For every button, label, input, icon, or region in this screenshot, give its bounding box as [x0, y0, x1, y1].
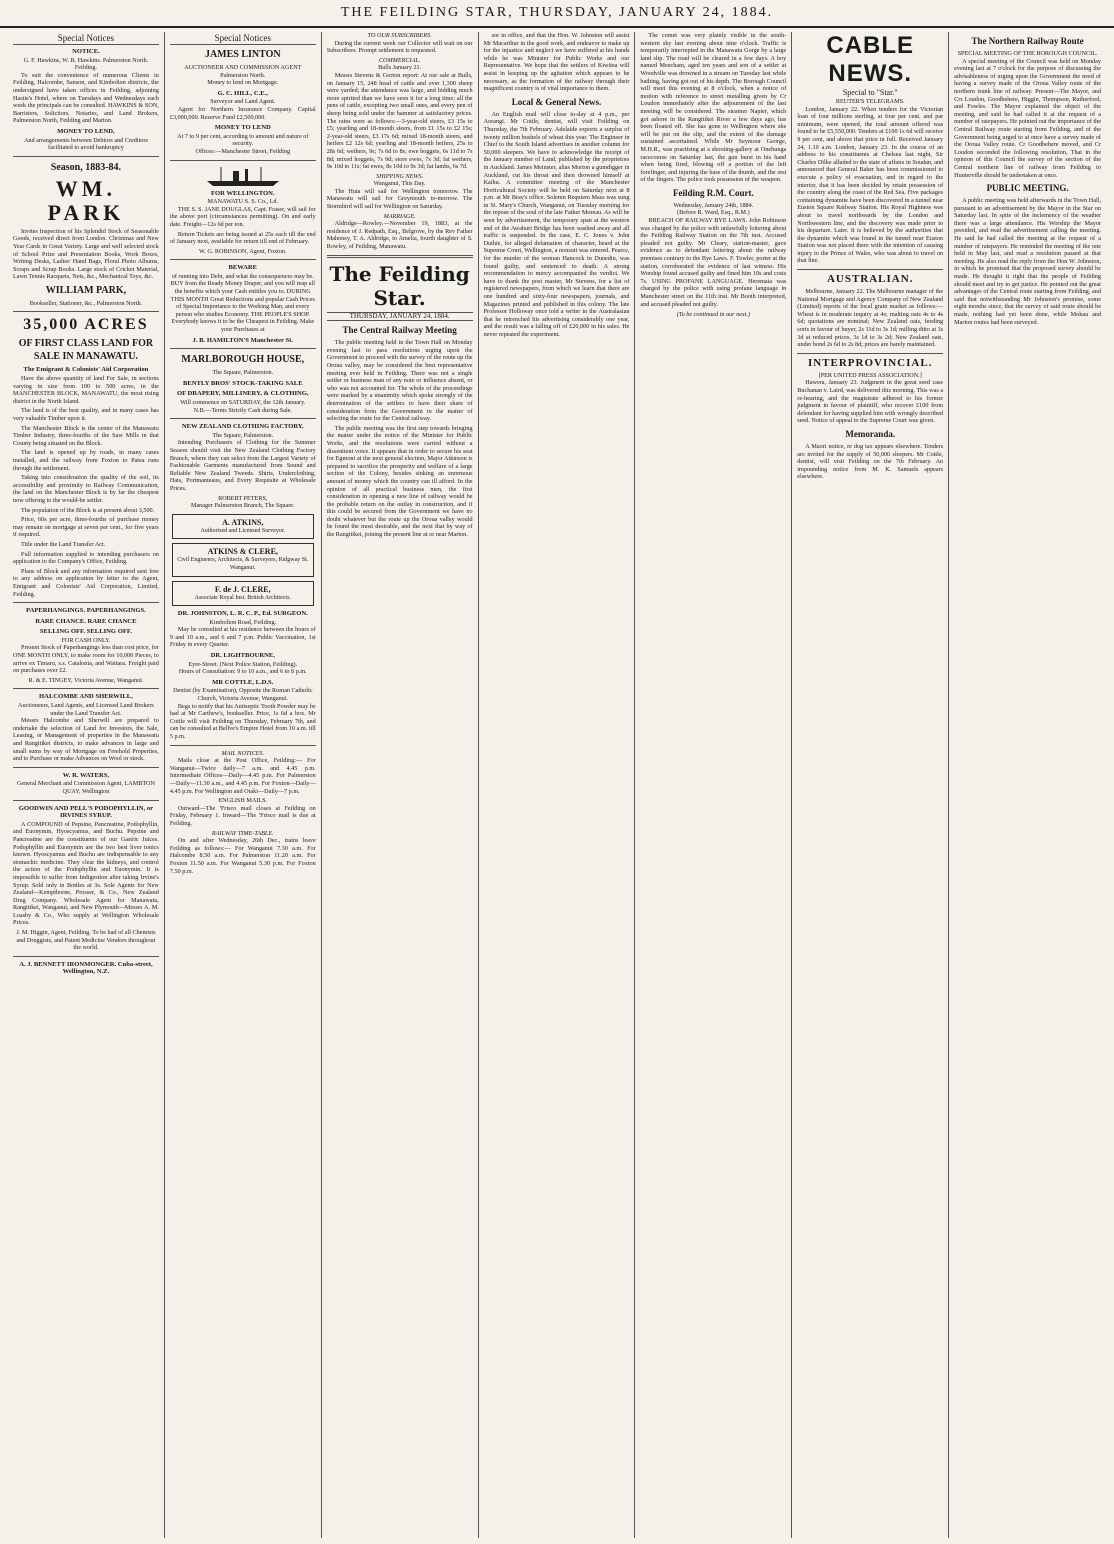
linton-sub: AUCTIONEER AND COMMISSION AGENT	[184, 64, 302, 71]
reuter: REUTER'S TELEGRAMS.	[835, 98, 905, 105]
col2-header: Special Notices	[170, 32, 316, 45]
rail-head: RAILWAY TIME-TABLE.	[211, 829, 274, 837]
emigrant-p3: The Manchester Block is the centre of the Manawatu Timber Industry, three-fourths of the Saw Mills in that County being situated on the Block.	[13, 424, 159, 447]
money2-body: At 7 to 9 per cent, according to amount and nature of security.	[177, 132, 309, 148]
atkins-title: Authorised and Licensed Surveyor.	[200, 527, 286, 534]
notice-head: NOTICE.	[72, 48, 100, 55]
selling-off: SELLING OFF. SELLING OFF.	[39, 628, 132, 636]
cable-sub: Special to "Star."	[842, 88, 898, 97]
fclere-name: F. de J. CLERE,	[214, 584, 271, 594]
column-4	[479, 32, 636, 1538]
peters: ROBERT PETERS,	[218, 494, 268, 502]
linton-body: Money to lend on Mortgage.	[207, 79, 279, 87]
jane-douglas: THE S. S. JANE DOUGLAS, Capt. Fraser, will sail for the above port (circumstances permitting). On and early date. Freight—12s 6d per ton.	[169, 205, 316, 228]
cottle-sub: Dentist (by Examination), Opposite the Roman Catholic Church, Victoria Avenue, Wanganui.	[173, 687, 313, 703]
cottle-body: Begs to notify that his Antiseptic Tooth Powder may be had at Mr Carthew's, bookseller. Price, 1s 6d a box. Mr Cottle will visit Feilding on Thursday, February 7th, and can be consulted at Bellve's Empire Hotel from 10 a.m. till 5 p.m.	[169, 702, 316, 740]
halcombe-sub: Auctioneers, Land Agents, and Licensed Land Brokers under the Land Transfer Act.	[18, 702, 154, 717]
money-body: And arrangements between Debtors and Creditors facilitated to avoid bankruptcy	[23, 136, 148, 152]
column-5	[635, 32, 792, 1538]
bently-body: Will commence on SATURDAY, the 12th January.	[180, 399, 306, 406]
clere-sub: Civil Engineers, Architects, & Surveyors, Ridgway St. Wanganui.	[177, 557, 309, 571]
northern-head: The Northern Railway Route	[971, 36, 1084, 46]
marlborough: MARLBOROUGH HOUSE,	[181, 354, 305, 366]
col1-header: Special Notices	[13, 32, 159, 45]
paper-body: Present Stock of Paperhangings less than cost price, for ONE MONTH ONLY, to make room for 10,000 Pieces, to arrive ex Timaru, s.s. Catalonia, and Waitara. Freight paid on purchases over £2.	[13, 644, 159, 675]
park-body: Invites Inspection of his Splendid Stock of Seasonable Goods, received direct from London. Christmas and New Year Cards in Great Variety. Large and well selected stock of School Prize and Presentation Books, Work Boxes, Writing Desks, Ladies' Hand Bags, Floral Photo Albums, Scraps and Scrap Books. Large stock of Cricket Material, Lawn Tennis Racquets, Nets, &c., Mechanical Toys, &c.	[13, 227, 159, 281]
divider	[13, 688, 159, 689]
ship-body: The Huia will sail for Wellington tomorrow. The Manawatu will sail for Greymouth to-morrow. The Stormbird will sail for Wellington on Saturday.	[326, 187, 473, 211]
johnston-body: May be consulted at his residence between the hours of 9 and 10 a.m., and 6 and 7 p.m. Public Vaccination, 1st Friday in every Quarter.	[169, 626, 316, 649]
nz-clothing-body: Intending Purchasers of Clothing for the Summer Season should visit the New Zealand Clothing Factory Branch, where they can select from the Largest Variety of Fashionable Garments manufactured from Sound and Reliable New Zealand Tweeds. Shirts, Underclothing, Hats, Portmanteaus, and Every Requisite at Wholesale Prices.	[169, 439, 316, 492]
meeting-p1: The public meeting held in the Town Hall on Monday evening last to pass resolutions urging upon the Government to proceed with the survey of the route up the Oroua valley, may be considered the best representative meeting ever held in Feilding. There was not a single settler or business man of any note or influence absent, or who was not accounted for. The whole of the proceedings were marked by a unanimity which spoke strongly of the determination of the settlers to have their share of consideration from the Government in the matter of selecting the route for the Central railway.	[326, 339, 473, 423]
park-sig2: Bookseller, Stationer, &c., Palmerston North.	[29, 299, 143, 307]
lightbourne: DR. LIGHTBOURNE,	[210, 652, 275, 660]
col5-p1: The comet was very plainly visible in the south-western sky last evening about nine o'clock. Traffic is temporarily interrupted in the Manawatu Gorge by a large land slip. The road will be cleared in a few days. A boy named Meecham, aged ten years and son of a settler at Woodville was drowned in a stream on Tuesday last while bathing, having got out of his depth. The Borough Council will meet this evening at 8 o'clock, when a notice of motion with reference to street metalling given by Cr Loudon immediately after the adjournment of the last meeting will be considered. The steamer Napier, which got ashore in the Rangitikei River a few days ago, has been floated off. She has gone to Wellington where she will be put on the slip, and the extent of the damage sustained ascertained. While Mr Seymour George, M.H.R., was practising at a shooting-gallery at Onehunga racecourse on Saturday last, the gun burst in his hand when being fired, blowing off a portion of the left forefinger, and injuring the base of the thumb, and the rest of the fingers. The police took possession of the weapon.	[640, 32, 787, 184]
meeting-p2: The public meeting was the first step towards bringing the matter under the notice of the Minister for Public Works, and the resolutions were carried without a dissentient voice. It appears that in order to secure his seat for Egmont at the next general election, Major Atkinson is prepared to sacrifice the prosperity and welfare of a large section of the Colony, besides sinking an enormous amount of money which the country can ill afford. In the opinion of all practical business men, the first consideration in opening a new line of railway would be the probable return on the outlay in construction, and if this could be secured from the Government we have no doubt whatever but the route up the Oroua valley would be found the most desirable, and the next that by way of the Rangitikei, joining the present line at or near Marton.	[326, 424, 473, 539]
bently: BENTLY BROS' STOCK-TAKING SALE	[182, 379, 303, 387]
notice-names: G. F. Hawkins, W. B. Hawkins. Palmerston North. Feilding.	[23, 56, 149, 72]
court-body: BREACH OF RAILWAY BYE LAWS. John Robinson was charged by the police with unlawfully loitering about the Feilding Railway Station on the 7th inst. Accused pleaded not guilty. Mr Cleary, station-master, gave evidence as to defendant loitering about the railway premises contrary to the Bye Laws. F. Towler, porter at the station, corroborated the evidence of last witness. His Worship found accused guilty and fined him 10s and costs 7s. USING PROFANE LANGUAGE. Heremaia was charged by the police with using profane language in Manchester street on the 11th inst. Mr Booth interpreted, and accused pleaded not guilty.	[640, 217, 787, 308]
higgin: J. M. Higgin, Agent, Feilding. To be had of all Chemists and Druggists, and Patent Medicine Vendors throughout the world.	[16, 929, 156, 952]
divider	[170, 160, 316, 161]
marlborough-sub: The Square, Palmerston.	[212, 369, 274, 377]
meeting-head: The Central Railway Meeting	[342, 325, 457, 336]
nz-clothing-sub: The Square, Palmerston.	[212, 431, 274, 439]
divider	[13, 156, 159, 157]
fclere-sub: Associate Royal Inst. British Architects.	[194, 594, 291, 601]
agent-body: Agent for Northern Insurance Company. Capital £3,000,000. Reserve Fund £2,500,000.	[169, 105, 316, 121]
divider	[170, 745, 316, 746]
money-head: MONEY TO LEND,	[57, 127, 115, 135]
news-body: An English mail will close to-day at 4 p.m., per Aorangi. Mr Cottle, dentist, will visit Feilding on Thursday, the 7th February. Adelaide exports a surplus of twenty million bushels of wheat this year. The Engineer in Chief to the South Island advertises in another column for 50,000 sleepers. We have to acknowledge the receipt of the January number of Land, published by the proprietors in Auckland. James Meinster, alias Morton a gumdigger in Auckland, cut his throat and then drowned himself at Kaihu. A committee meeting of the Manchester Horticultural Society will be held on Saturday next at 8 p.m. at Mr Bray's office. Solemn Requiem Mass was sung in St. Mary's Church, Wanganui, on Tuesday morning for the repose of the soul of the late Father Moreau. As will be seen by advertisement, the temporary span at the western end of the Awahuri Bridge has been washed away and all traffic is suspended. In the case, E. C. Jones v. John Duthie, for alleged defamation of character, heard at the Supreme Court, Wellington, a nonsuit was entered. Pearce, for the murder of the woman Hancock in Dunedin, was found guilty, and sentenced to death. A strong recommendation to mercy accompanied the verdict. We have to thank the post master, Mr Stevens, for a list of registered newspapers, from which we learn that there are one hundred and sixty-four newspapers, journals, and Magazines printed and published in this colony. The late Professor Holloway once told a writer in the Australasian that he retrenched his advertising considerably one year, and the result was a falling off of £20,000 in his sales. He never repeated the experiment.	[483, 110, 630, 338]
nz-clothing: NEW ZEALAND CLOTHING FACTORY,	[181, 423, 304, 431]
bently-sub: OF DRAPERY, MILLINERY, & CLOTHING,	[176, 390, 309, 398]
memo-body: A Maori notice, re dog tax appears elsewhere. Tenders are invited for the supply of 50,000 sleepers. Mr Cottle, dentist, will visit Feilding on the 7th February. An impounding notice from M. K. Samuels appears elsewhere.	[797, 442, 944, 481]
court-head: Feilding R.M. Court.	[672, 187, 754, 198]
lightbourne-sub: Eyre-Street. (Next Police Station, Feilding).	[188, 660, 298, 668]
peters-sub: Manager Palmerston Branch, The Square.	[190, 502, 295, 510]
divider	[13, 956, 159, 957]
mail-head: MAIL NOTICES.	[221, 749, 265, 757]
public-body: A public meeting was held afterwards in the Town Hall, pursuant to an advertisement by the Mayor in the Star on Saturday last. In spite of the inclemency of the weather there was a large attendance. His Worship the Mayor presided, and read the advertisement calling the meeting. He said he had called the meeting at the request of a number of ratepayers. He reminded the meeting of the one held in May last, and read a resolution passed at that meeting. He also read the reply from the Hon W. Johnston, in which he promised that the proposed survey should be made. He thought it right that the people of Feilding should meet and try to get justice. He pointed out the great advantages of the Central route starting from Feilding, and said that notwithstanding Mr Johnston's promise, some eight months since, that the survey of said route should be made, nothing had yet been done, while Mokau and Marton routes had been surveyed.	[954, 197, 1101, 326]
divider	[797, 269, 943, 270]
public-head: PUBLIC MEETING.	[986, 183, 1069, 194]
goodwin-body: A COMPOUND of Pepsine, Pancreatine, Podophyllin, and Euonymin, Hyoscyamus, and Buchu. Pepsine and Pancreatine are the constituents of our Gastric Juices. Podophyllin and Euonymin are the two best liver tonics known. Hyoscyamus and Buchu are indispensable to any stomachic medicine. They clear the kidneys, and control the action of the Podophyllin and Euonymin. It is impossible to suffer from Indigestion after taking Irvine's Syrup. Sold only in Bottles at 3s. Sole Agents for New Zealand—Kempthorne, Prosser, & Co., New Zealand Drug Company. Wholesale Agent for Manawatu, Rangitikei, Wanganui, and New Plymouth—Messrs A. M. Loasby & Co., Who supply at Wellington Wholesale Prices.	[13, 820, 159, 927]
notice-body: To suit the convenience of numerous Clients in Feilding, Halcombe, Sanson, and Kimbolton districts, the undersigned have taken offices in Feilding, adjoining Hastie's Hotel, where on Tuesdays and Wednesdays each week the principals can be consulted. HAWKINS & SON, Barristers, Solicitors, Notaries, and Land Brokers, Palmerston North, Feilding and Marton.	[13, 71, 159, 125]
linton: JAMES LINTON	[204, 49, 281, 60]
offices: Offices:—Manchester Street, Feilding	[195, 147, 291, 155]
divider	[797, 353, 943, 354]
comm-body: Messrs Stevens & Gorton report: At our sale at Bulls, on January 15, 248 head of cattle and over 1,300 sheep were yarded; the attendance was large, and bidding much more spirited than we have seen it for a long time; all the pens of cattle, excepting two small ones, and every pen of sheep being sold under the hammer at satisfactory prices. The rates were as follows:—3-year-old steers, £3 15s to £5; yearling and 18-month steers, from £1 15s to £2 15s; 2-year-old steers, £3 17s 6d; mixed 18-month steers, and heifers £2 12s 6d; yearling and 18-month heifers, 25s to 28s 6d; wethers, 9s; 7s 6d to 8s; ewe hoggets, 6s 11d to 7s 8d; mixed hoggets, 7s 9d; store ewes, 7s 3d; fat wethers, 9s 10d to 11s; fat ewes, 8s 10d to 9s 3d; fat lambs, 6s 7d.	[326, 71, 473, 171]
rare-chance: RARE CHANCE. RARE CHANCE	[35, 617, 137, 625]
column-2	[165, 32, 322, 1538]
column-1	[8, 32, 165, 1538]
lightbourne-body: Hours of Consultation: 9 to 10 a.m., and 6 to 8 p.m.	[178, 668, 307, 676]
bennett: A. J. BENNETT IRONMONGER. Cuba-street, Wellington, N.Z.	[19, 960, 153, 976]
column-7	[949, 32, 1106, 1538]
comm-place: Bulls January 21.	[378, 64, 422, 72]
divider	[170, 348, 316, 349]
acres: 35,000 ACRES	[23, 316, 149, 334]
halcombe: HALCOMBE AND SHERWILL,	[39, 693, 133, 701]
divider	[170, 418, 316, 419]
divider	[170, 259, 316, 260]
subs-head: TO OUR SUBSCRIBERS.	[367, 32, 432, 39]
park-name: WM. PARK	[47, 175, 125, 225]
waters-body: General Merchant and Commission Agent, LAMBTON QUAY, Wellington	[16, 780, 155, 795]
marr-body: Aldridge—Rowley.—November 19, 1883, at the residence of J. Redpath, Esq., Belgrove, by the Rev Father Mahoney, T. A. Aldridge, to Amelia, fourth daughter of S. Rowley, of Feilding, Manawatu.	[326, 220, 473, 251]
subs-body: During the current week our Collector will wait on our Subscribers. Prompt settlement is requested.	[326, 39, 473, 55]
continued-note: (To be continued in our next.)	[676, 311, 751, 319]
northern-p1: A special meeting of the Council was held on Monday evening last at 7 o'clock for the purpose of discussing the advisableness of urging upon the Government the need of having a survey made of the Oroua Valley route of the northern trunk line of railway. Present—The Mayor, and Crs Loudon, Goodbehere, Higgin, Thompson, Rutherford, and Fowles. The Mayor explained the object of the meeting, and said he had called it at the request of a number of ratepayers. He pointed out the importance of the Central Railway route starting from Feilding, and of the Government being urged to at once have a survey made of the Oroua Valley route. Cr Goodbehere moved, and Cr Loudon seconded the following resolution, That in the opinion of this Council the survey of the section of the Central northern line of railway from Feilding to Hunterville should be undertaken at once.	[954, 57, 1101, 179]
johnston: DR. JOHNSTON, L. R. C. P., Ed. SURGEON.	[177, 610, 308, 618]
goodwin: GOODWIN AND PELL'S PODOPHYLLIN, or IRVINES SYRUP.	[18, 804, 154, 820]
clere-name: ATKINS & CLERE,	[207, 547, 278, 557]
tingey: R. & E. TINGEY, Victoria Avenue, Wanganui.	[28, 676, 144, 684]
northern-sub: SPECIAL MEETING OF THE BOROUGH COUNCIL.	[957, 50, 1098, 57]
robinson: W. G. ROBINSON, Agent, Foxton.	[198, 247, 287, 255]
mail-body: Mails close at the Post Office, Feilding:— For Wanganui—Twice daily—7 a.m. and 4.45 p.m. Intermediate Offices—Daily—4.45 p.m. For Palmerston—Daily—11.30 a.m., and 4.45 p.m. For Foxton—Daily—4.45 p.m. For Wellington and Otaki—Daily—7 p.m.	[169, 757, 316, 795]
halcombe-body: Messrs Halcombe and Sherwill are prepared to undertake the selection of Land for Investors, the Sale, Leasing, or Management of properties in the Manawatu and Rangitikei districts, to make advances in large and small sums by way of Mortgage on Freehold Properties, and to Purchase or make Advances on Wool or stock.	[13, 717, 159, 763]
col4-p1: sor in office, and that the Hon. W. Johnston will assist Mr Macarthur in the good work, and endeavor to make up for the injustice and neglect we have suffered at his hands while he was Minister for Public Works and our Representative. We hope that the settlers of Kiwitea will assist in keeping up the agitation which appears to be necessary, as the formation of the railway through their magnificent country is of vital importance to them.	[483, 32, 630, 93]
divider	[327, 255, 473, 258]
atkins-name: A. ATKINS,	[222, 517, 264, 527]
paper-title: The Feilding Star.	[329, 261, 470, 310]
emigrant-p9: Full information supplied to intending purchasers on application to the Company's Office, Feilding.	[13, 550, 159, 566]
english-mails: ENGLISH MAILS.	[218, 797, 268, 805]
linton-place: Palmerston North.	[220, 71, 266, 79]
inter-head: INTERPROVINCIAL.	[807, 356, 933, 369]
beware: BEWARE	[228, 264, 258, 272]
inter-sub: [PER UNITED PRESS ASSOCIATION.]	[818, 371, 922, 379]
cable-head: CABLE NEWS.	[826, 32, 915, 87]
hill: G. C. HILL, C.E.,	[217, 89, 268, 97]
emigrant-body: Have the above quantity of land For Sale, in sections varying in size from 100 to 500 acres, in the MANCHESTER BLOCK, MANAWATU, the most rising district in the North Island.	[13, 375, 159, 405]
hill-sub: Surveyor and Land Agent.	[210, 98, 276, 106]
atkins-box	[172, 514, 314, 540]
column-3	[322, 32, 479, 1538]
column-6	[792, 32, 949, 1538]
english-body: Outward—The 'Frisco mail closes at Feilding on Friday, February 1. Inward—The 'Frisco mail is due at Feilding.	[169, 804, 316, 827]
comm-head: COMMERCIAL.	[378, 56, 421, 64]
paper-head: PAPERHANGINGS. PAPERHANGINGS.	[26, 607, 146, 615]
steamship-icon	[203, 165, 283, 187]
emigrant-p8: Title under the Land Transfer Act.	[21, 540, 106, 548]
waters: W. R. WATERS,	[62, 771, 110, 779]
emigrant-p4: The land is opened up by roads, in many cases metalled, and the railway from Foxton to Patea runs through the settlement.	[13, 449, 159, 472]
paper-date: THURSDAY, JANUARY 24, 1884.	[327, 312, 473, 322]
masthead-text: THE FEILDING STAR, THURSDAY, JANUARY 24, 1884.	[340, 5, 774, 20]
ship-head: SHIPPING NEWS.	[376, 172, 424, 180]
court-sub: (Before R. Ward, Esq., R.M.)	[677, 209, 750, 217]
manawatu-co: MANAWATU S. S. Co., Ld.	[207, 198, 279, 206]
season: Season, 1883-84.	[50, 161, 122, 173]
park-sig: WILLIAM PARK,	[45, 284, 127, 296]
court-date: Wednesday, January 24th, 1884.	[673, 201, 754, 209]
divider	[13, 800, 159, 801]
ship-place: Wanganui, This Day.	[373, 180, 426, 188]
emigrant-p10: Plans of Block and any information required sent free to any address on application by letter to the Agent, Emigrant and Colonists' Aid Corporation, Limited, Feilding.	[13, 567, 159, 598]
money2: MONEY TO LEND	[214, 124, 271, 132]
fclere-box	[172, 581, 314, 607]
hamilton: J. B. HAMILTON'S Manchester St.	[192, 336, 293, 344]
return-tickets: Return Tickets are being issued at 25s each till the end of January next, available for return till end of February.	[169, 230, 316, 246]
emigrant-head: The Emigrant & Colonists' Aid Corporation	[23, 366, 149, 374]
news-head: Local & General News.	[511, 96, 602, 107]
cable-body: London, January 22. When tenders for the Victorian loan of four millions sterling, at four per cent. and par minimum, were opened, the total amount offered was found to be £5,550,000. Tenders at £100 1s 6d will receive 9 per cent, and above that price in full. Received January 24, 1.10 a.m. London, January 23. In the course of an address to his constituents at Chelsea last night, Sir Charles Dilke alluded to the state of affairs in Soudan, and announced that General Baker has been commissioned to execute a policy of evacuation, and in regard to the interior, that it has been decided by retain possession of the country along the coast of the Red Sea. Five packages containing dynamite have been discovered in a tunnel near Euston Square Railway Station. His Royal Highness was about to travel northwards by the London and Northwestern line, and the discovery was made prior to his departure. Later. It is believed by the authorities that the dynamite which was found in the tunnel near Euston Station was not placed there with the intention of causing injury to the Prince of Wales, who was about to travel on that line.	[797, 105, 944, 265]
divider	[13, 311, 159, 312]
marr-head: MARRIAGE.	[383, 212, 416, 220]
memo-head: Memoranda.	[845, 428, 896, 439]
emigrant-p7: Price, 60s per acre, three-fourths of purchase money may remain on mortgage at seven per cent., for five years if required.	[13, 516, 159, 539]
cottle: MR COTTLE, L.D.S.	[212, 678, 274, 686]
aus-head: AUSTRALIAN.	[826, 273, 914, 286]
wellington-head: FOR WELLINGTON.	[211, 189, 275, 197]
terms: N.B.—Terms Strictly Cash during Sale.	[193, 406, 292, 414]
johnston-place: Kimbolton Road, Feilding.	[209, 618, 277, 626]
inter-body: Hawera, January 23. Judgment in the great seed case Buchanan v. Laird, was delivered this morning. This was a re-hearing, and the magistrate adhered to his former judgment in favour of plaintiff, who recover £100 from defendant for having supplied him with wrongly described seed. Notice of appeal to the Supreme Court was given.	[797, 379, 944, 425]
emigrant-p6: The population of the Block is at present about 3,500.	[21, 506, 155, 514]
masthead	[0, 0, 1114, 28]
acres-sub: OF FIRST CLASS LAND FOR SALE IN MANAWATU.	[18, 338, 154, 363]
aus-body: Melbourne, January 22. The Melbourne manager of the National Mortgage and Agency Company of New Zealand (Limited) reports of the local grain market as follows:—Wheat is in moderate inquiry at 4s; malting oats 4s to 4s 6d; quotations are nominal; New Zealand oats, feeding sorts in favour of buyer, 2s 11d to 3s 1d; milling ditto at 3s 3d at reduced prices, 3s 1d to 3s 2d; New Zealand oats, under bond 2s 6d to 2s 8d; prices are barely maintained.	[797, 288, 944, 349]
emigrant-p5: Taking into consideration the quality of the soil, its accessibility and proximity to Railway Communication, the land on the Manchester Block is by far the cheapest now offering to the would-be settler.	[13, 474, 159, 504]
emigrant-p2: The land is of the best quality, and in many cases has very valuable Timber upon it.	[13, 407, 159, 423]
beware-body: of running into Debt, and what the consequences may be. BUY from the Ready Money Draper, and you will reap all the benefits which your Cash entitles you to. DURING THIS MONTH Great Reductions and popular Cash Prices of Special Importance to the Working Man, and every person who studies Economy. THE PEOPLE'S SHOP. Everybody knows it to be the Cheapest in Feilding. Make your Purchases at	[170, 272, 315, 334]
divider	[13, 767, 159, 768]
cash-only: FOR CASH ONLY.	[61, 636, 111, 644]
rail-body: On and after Wednesday, 26th Dec., trains leave Feilding as follows:— For Wanganui 7.30 a.m. For Halcombe 8.50 a.m. For Palmerston 11.20 a.m. For Foxton 11.50 a.m. For Wanganui 5.30 p.m. For Foxton 7.50 p.m.	[169, 837, 316, 875]
divider	[13, 602, 159, 603]
newspaper-page	[8, 32, 1106, 1538]
clere-box	[172, 543, 314, 576]
